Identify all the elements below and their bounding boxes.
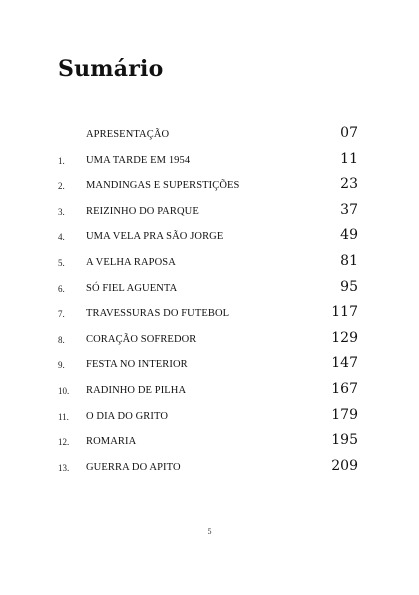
toc-entry-5[interactable] xyxy=(58,252,358,278)
toc-entry-title: UMA TARDE EM 1954 xyxy=(86,154,191,166)
toc-entry-number: 11. xyxy=(58,411,69,422)
toc-entry-page: 179 xyxy=(331,406,358,423)
toc-entry-page: 37 xyxy=(340,201,358,218)
toc-entry-12[interactable] xyxy=(58,431,358,457)
toc-entry-page: 07 xyxy=(340,125,358,141)
toc-entry-0[interactable] xyxy=(58,124,358,150)
toc-entry-number: 5. xyxy=(58,257,65,268)
toc-entry-number: 2. xyxy=(58,181,65,192)
toc-entry-1[interactable] xyxy=(58,150,358,176)
toc-entry-9[interactable] xyxy=(58,354,358,380)
toc-entry-title: ROMARIA xyxy=(86,436,137,448)
toc-entry-page: 23 xyxy=(340,176,358,193)
toc-entry-title: CORAÇÃO SOFREDOR xyxy=(86,333,197,345)
toc-entry-title: MANDINGAS E SUPERSTIÇÕES xyxy=(86,180,240,192)
toc-entry-number: 3. xyxy=(58,206,65,217)
table-of-contents xyxy=(58,124,358,482)
toc-entry-6[interactable] xyxy=(58,278,358,304)
toc-entry-page: 81 xyxy=(340,252,358,269)
toc-entry-page: 167 xyxy=(331,380,358,397)
page-title: Sumário xyxy=(58,56,164,82)
toc-entry-page: 147 xyxy=(331,355,358,372)
toc-entry-title: RADINHO DE PILHA xyxy=(86,384,187,396)
toc-entry-number: 13. xyxy=(58,462,70,473)
toc-entry-title: O DIA DO GRITO xyxy=(86,410,168,422)
toc-entry-title: GUERRA DO APITO xyxy=(86,461,181,473)
toc-entry-page: 95 xyxy=(340,278,358,295)
toc-entry-number: 1. xyxy=(58,155,65,166)
toc-entry-page: 49 xyxy=(340,227,358,244)
toc-entry-2[interactable] xyxy=(58,175,358,201)
toc-entry-title: FESTA NO INTERIOR xyxy=(86,359,188,371)
toc-entry-page: 11 xyxy=(340,150,358,167)
toc-entry-page: 129 xyxy=(331,329,358,346)
toc-entry-4[interactable] xyxy=(58,226,358,252)
toc-entry-number: 9. xyxy=(58,360,65,371)
toc-entry-number: 7. xyxy=(58,309,65,320)
toc-entry-11[interactable] xyxy=(58,406,358,432)
toc-entry-10[interactable] xyxy=(58,380,358,406)
toc-entry-8[interactable] xyxy=(58,329,358,355)
toc-entry-13[interactable] xyxy=(58,457,358,483)
toc-entry-number: 4. xyxy=(58,232,65,243)
toc-entry-title: TRAVESSURAS DO FUTEBOL xyxy=(86,308,230,320)
toc-entry-title: APRESENTAÇÃO xyxy=(86,129,170,140)
page-number: 5 xyxy=(207,527,212,536)
toc-entry-page: 117 xyxy=(331,304,358,321)
toc-entry-page: 195 xyxy=(331,432,358,449)
toc-entry-3[interactable] xyxy=(58,201,358,227)
toc-entry-number: 12. xyxy=(58,437,70,448)
toc-entry-number: 6. xyxy=(58,283,65,294)
toc-entry-7[interactable] xyxy=(58,303,358,329)
toc-entry-title: REIZINHO DO PARQUE xyxy=(86,205,199,217)
toc-entry-number: 8. xyxy=(58,334,65,345)
toc-entry-page: 209 xyxy=(331,457,358,474)
toc-entry-title: UMA VELA PRA SÃO JORGE xyxy=(86,231,224,243)
toc-entry-title: A VELHA RAPOSA xyxy=(86,256,176,268)
toc-entry-title: SÓ FIEL AGUENTA xyxy=(86,282,178,294)
toc-entry-number: 10. xyxy=(58,385,70,396)
